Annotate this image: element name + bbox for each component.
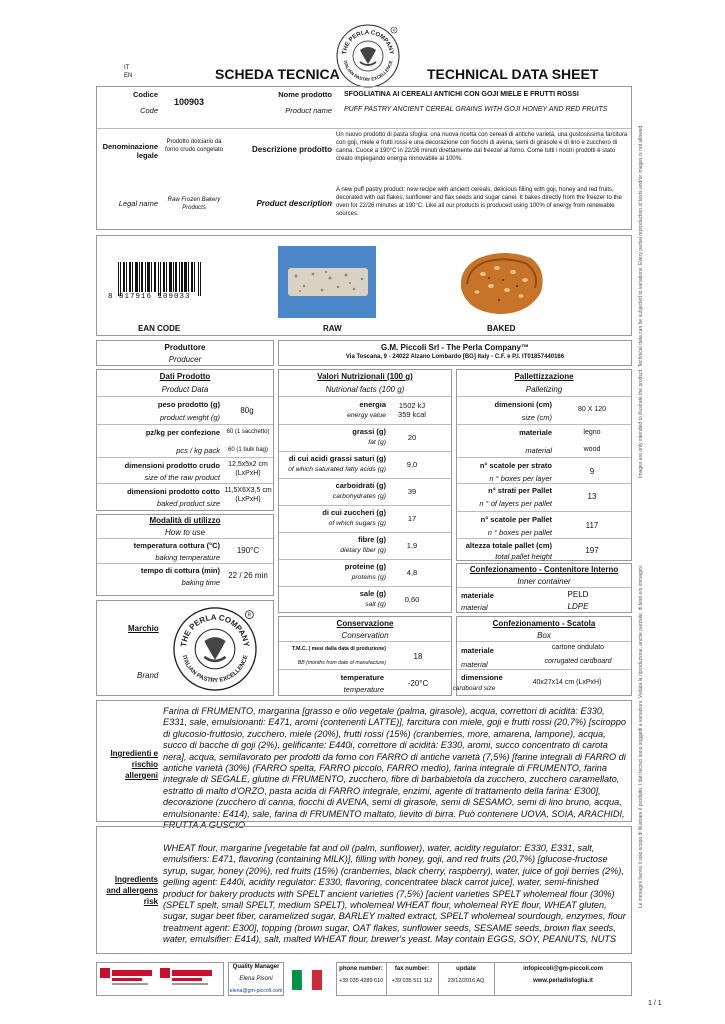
pallet-size-value: 80 X 120 bbox=[577, 406, 607, 413]
nutrition-label-en: of which saturated fatty acids (g) bbox=[288, 466, 386, 473]
tmc-label: T.M.C. ( mesi dalla data di produzione) bbox=[292, 646, 386, 652]
baking-time-value: 22 / 26 min bbox=[228, 571, 268, 580]
producer-label-en: Producer bbox=[168, 355, 202, 364]
pallet-size-label-en: size (cm) bbox=[521, 413, 552, 422]
legal-name-label: Legal name bbox=[118, 199, 158, 208]
barcode-digits: 8 017916 109033 bbox=[108, 293, 191, 301]
code-value: 100903 bbox=[174, 97, 205, 107]
nutrition-label: sale (g) bbox=[359, 589, 386, 598]
tmc-label-en: BB (months from date of manufacture) bbox=[297, 660, 386, 666]
product-data-title: Dati Prodotto bbox=[159, 372, 211, 381]
pack-value-en: 60 (1 bulk bag) bbox=[227, 447, 269, 453]
pallet-size-label: dimensioni (cm) bbox=[494, 400, 552, 409]
ingredients-en-text: WHEAT flour, margarine [vegetable fat and oil (palm, sunflower), water, acidity regulator: E330, E331, salt, emulsifiers: E471, flavoring (containing MILK)], filling with honey, goji, and red fruits (20,7%) [glucose-fructose syrup, sugar, honey (20%), red fruits (15%) (cranberries, black cherry, raspberry), water, juice of goji berries (2%), gelling agent: E440i, acidity regulator: E330, flavoring, concentratee black carrot juice], water, semi-finished product for bakery products with SPELT ancient varieties (7,5%) [acient varieties SPELT wholemeal flour (30%) (SPELT spelt, small SPELT, medium SPELT), wholemeal WHEAT flour, wholemeal RYE flour, WHEAT gluten, sugar, sugar beet fiber, caramelized sugar, BARLEY malted extract, SPELT wholemeal sourdough, enzymes, flour treatment agent: E300], topping (brown sugar, OAT flakes, sunflower seeds, SESAME seeds, brown flax seeds, water, emulsifier: E414), salt, malted WHEAT flour, brewer's yeast. May contain EGGS, SOY, PEANUTS, NUTS bbox=[163, 843, 626, 945]
nutrition-label-en: energy value bbox=[347, 412, 386, 419]
pack-label: pz/kg per confezione bbox=[145, 428, 220, 437]
inner-pack-title-en: Inner container bbox=[517, 577, 571, 586]
nutrition-value: 17 bbox=[407, 514, 417, 523]
box-size-label: dimensione bbox=[461, 673, 503, 682]
description-label: Descrizione prodotto bbox=[251, 145, 332, 154]
baked-size-label: dimensioni prodotto cotto bbox=[127, 487, 220, 496]
svg-text:ITALIAN PASTRY EXCELLENCE: ITALIAN PASTRY EXCELLENCE bbox=[342, 59, 394, 83]
raw-size-label-en: size of the raw product bbox=[144, 473, 220, 482]
side-note-it: Le immagini hanno il solo scopo di illustrare il prodotto. I dati tecnici sono soggetti a variazioni. Vietata la riproduzione, anche parziale, di testi e/o immagini. bbox=[638, 564, 644, 908]
brand-label-en: Brand bbox=[137, 671, 159, 680]
nutrition-value: 0,60 bbox=[404, 595, 420, 604]
nutrition-label-en: carbohydrates (g) bbox=[332, 493, 386, 500]
nutrition-label-en: proteins (g) bbox=[351, 574, 386, 581]
box-size-label-en: cardboard size bbox=[452, 685, 496, 692]
baking-time-label: tempo di cottura (min) bbox=[140, 566, 220, 575]
product-name-it: SFOGLIATINA AI CEREALI ANTICHI CON GOJI MIELE E FRUTTI ROSSI bbox=[344, 91, 579, 98]
nutrition-label: di cui zuccheri (g) bbox=[322, 508, 386, 517]
denomination-value: Prodotto dolciario da forno crudo congelato bbox=[164, 139, 224, 153]
ean-label: EAN CODE bbox=[138, 324, 181, 333]
baking-temp-label-en: baking temperature bbox=[155, 553, 220, 562]
inner-material-label: materiale bbox=[461, 591, 494, 600]
title-en: TECHNICAL DATA SHEET bbox=[427, 66, 599, 82]
brand-label: Marchio bbox=[128, 624, 159, 633]
inner-material-value-it: PELD bbox=[567, 590, 589, 599]
code-label: Codice bbox=[132, 90, 158, 99]
baked-product-image bbox=[455, 244, 547, 320]
ingredients-it-text: Farina di FRUMENTO, margarina [grasso e olio vegetale (palma, girasole), acqua, correttori di acidità: E330, E331, sale, emulsionanti: E471, aromi (contenenti LATTE)], farcitura con miele, goji e frutti rossi (20,7%) [sciroppo di glucosio-fruttosio, zucchero, miele (20%), frutti rossi (15%) (cranberries, more, amarena, lampone), acqua, succo di bacche di goji (2%), gelificante: E440i, correttore di acidità: E330, aromi, succo concentrato di carota nera], acqua, semilavorato per prodotti da forno con FARRO di antiche varietà (7,5%) [farine integrali di FARRO di antiche varietà (30%) (FARRO spelta, FARRO piccolo, FARRO medio), farina integrale di FRUMENTO, farina integrale di SEGALE, glutine di FRUMENTO, zucchero, fibre di barbabietola da zucchero, zucchero caramellato, estratto di malto d'ORZO, pasta acida di FARRO integrale, enzimi, agente di trattamento della farina: E300], decorazione (zucchero di canna, fiocchi di AVENA, semi di girasole, semi di SESAMO, semi di lino bruno, acqua, emulsionante: E414), sale, farina di FRUMENTO maltato, lievito di birra. Può contenere UOVA, SOIA, ARACHIDI, FRUTTA A GUSCIO bbox=[163, 706, 626, 831]
boxes-layer-label-en: n ° boxes per layer bbox=[489, 474, 552, 483]
title-it: SCHEDA TECNICA bbox=[215, 66, 340, 82]
pallet-material-label: materiale bbox=[519, 428, 552, 437]
box-material-label: materiale bbox=[461, 646, 494, 655]
nutrition-value: 9,0 bbox=[406, 460, 418, 469]
box-material-value-it: cartone ondulato bbox=[551, 644, 605, 651]
pallet-height-label: altezza totale pallet (cm) bbox=[465, 541, 552, 550]
weight-value: 80g bbox=[240, 406, 254, 415]
qm-label: Quality Manager bbox=[232, 964, 280, 970]
usage-title: Modalità di utilizzo bbox=[149, 516, 221, 525]
svg-text:THE PERLA COMPANY: THE PERLA COMPANY bbox=[342, 29, 395, 55]
update-value: 23/12/2016 AQ bbox=[447, 978, 485, 984]
layers-label: n° strati per Pallet bbox=[488, 486, 552, 495]
nutrition-value: 1502 kJ bbox=[398, 401, 426, 410]
nutrition-value: 1,9 bbox=[406, 541, 418, 550]
weight-label-en: product weight (g) bbox=[159, 413, 220, 422]
nutrition-label: fibre (g) bbox=[358, 535, 386, 544]
palletizing-title: Pallettizzazione bbox=[514, 372, 574, 381]
certification-logo-iso bbox=[100, 968, 156, 990]
pallet-height-label-en: total pallet height bbox=[495, 552, 552, 561]
legal-name-value: Raw Frozen Bakery Products bbox=[167, 197, 221, 211]
nutrition-label: carboidrati (g) bbox=[335, 481, 386, 490]
nutrition-value-kcal: 359 kcal bbox=[398, 410, 426, 419]
code-label-en: Code bbox=[140, 106, 158, 115]
ingredients-en-label: Ingredients and allergens risk bbox=[106, 875, 158, 906]
name-label-en: Product name bbox=[285, 106, 332, 115]
conservation-title: Conservazione bbox=[336, 619, 394, 628]
nutrition-title: Valori Nutrizionali (100 g) bbox=[317, 372, 413, 381]
raw-size-value: 12,5x5x2 cm bbox=[228, 461, 268, 468]
info-email[interactable]: infopiccoli@gm-piccoli.com bbox=[523, 966, 603, 972]
phone-label: phone number: bbox=[339, 966, 383, 972]
page-number: 1 / 1 bbox=[648, 1000, 662, 1007]
svg-text:R: R bbox=[392, 27, 396, 33]
certification-logo-brc bbox=[160, 968, 216, 990]
qm-email[interactable]: elena@gm-piccoli.com bbox=[229, 988, 283, 994]
product-name-en: PUFF PASTRY ANCIENT CEREAL GRAINS WITH GOJI HONEY AND RED FRUITS bbox=[344, 106, 608, 113]
conservation-title-en: Conservation bbox=[341, 631, 389, 640]
raw-size-unit: (LxPxH) bbox=[235, 470, 261, 477]
nutrition-value: 4,8 bbox=[406, 568, 418, 577]
storage-temp-value: -20°C bbox=[407, 679, 429, 688]
baking-time-label-en: baking time bbox=[181, 578, 220, 587]
baking-temp-label: temperatura cottura (°C) bbox=[133, 541, 220, 550]
box-pack-title: Confezionamento - Scatola bbox=[492, 619, 596, 628]
lang-it: IT bbox=[124, 65, 130, 71]
usage-title-en: How to use bbox=[164, 528, 206, 537]
baked-size-label-en: baked product size bbox=[157, 499, 220, 508]
nutrition-value: 39 bbox=[407, 487, 417, 496]
baked-size-unit: (LxPxH) bbox=[235, 496, 261, 503]
brand-logo bbox=[170, 604, 260, 694]
nutrition-label: energia bbox=[359, 400, 386, 409]
nutrition-title-en: Nutrional facts (100 g) bbox=[325, 385, 405, 394]
nutrition-label-en: of which sugars (g) bbox=[328, 520, 386, 527]
boxes-pallet-label-en: n ° boxes per pallet bbox=[487, 528, 552, 537]
nutrition-label-en: fat (g) bbox=[368, 439, 386, 446]
side-note-en: Images are only intended to illustrate the product. Technical data can be subjected to variations. Every partial reproduction of texts and/or images is not allowed. bbox=[638, 124, 644, 478]
italy-flag-icon bbox=[292, 970, 322, 990]
pallet-material-label-en: material bbox=[525, 446, 552, 455]
fax-value: +39 035 511 112 bbox=[391, 978, 433, 984]
baking-temp-value: 190°C bbox=[236, 546, 260, 555]
phone-value: +39 035 4289 610 bbox=[338, 978, 384, 984]
baked-label: BAKED bbox=[487, 324, 516, 333]
layers-label-en: n ° of layers per pallet bbox=[479, 499, 552, 508]
svg-text:ITALIAN PASTRY EXCELLENCE: ITALIAN PASTRY EXCELLENCE bbox=[180, 654, 250, 685]
boxes-layer-label: n° scatole per strato bbox=[479, 461, 552, 470]
update-label: update bbox=[456, 966, 476, 972]
website-link[interactable]: www.perladisfoglia.it bbox=[533, 978, 593, 984]
inner-material-value-en: LDPE bbox=[567, 602, 589, 611]
description-it: Un nuovo prodotto di pasta sfoglia: una nuova ricetta con cereali di antiche varietà, una gustosissima farcitura con goji, miele e frutti rossi e una decorazione con fiocchi di avena, semi di girasole e di lino e zucchero di canna. Cuoce a 190°C in 22/26 minuti direttamente dal freezer al forno. Come tutti i nostri prodotti è stato creato impiegando energia rinnovabile al 100%. bbox=[336, 132, 628, 162]
boxes-layer-value: 9 bbox=[589, 467, 595, 476]
nutrition-label-en: salt (g) bbox=[365, 601, 386, 608]
storage-temp-label-en: temperature bbox=[343, 685, 384, 694]
name-label: Nome prodotto bbox=[278, 90, 332, 99]
description-label-en: Product description bbox=[256, 199, 332, 208]
palletizing-title-en: Palletizing bbox=[525, 385, 563, 394]
nutrition-label: grassi (g) bbox=[352, 427, 386, 436]
nutrition-value: 20 bbox=[407, 433, 417, 442]
raw-size-label: dimensioni prodotto crudo bbox=[124, 461, 220, 470]
denomination-label: Denominazione legale bbox=[102, 142, 158, 160]
box-size-value: 40x27x14 cm (LxPxH) bbox=[532, 679, 602, 686]
producer-name: G.M. Piccoli Srl - The Perla Company™ bbox=[380, 343, 530, 352]
layers-value: 13 bbox=[587, 492, 597, 501]
company-logo bbox=[334, 22, 402, 90]
pallet-height-value: 197 bbox=[585, 546, 599, 555]
nutrition-label-en: dietary fiber (g) bbox=[340, 547, 386, 554]
raw-product-image bbox=[278, 246, 376, 318]
pack-value-it: 60 (1 sacchetto) bbox=[226, 429, 270, 435]
pack-label-en: pcs / kg pack bbox=[176, 446, 220, 455]
qm-name: Elena Pisoni bbox=[239, 976, 273, 982]
product-data-title-en: Product Data bbox=[161, 385, 209, 394]
baked-size-value: 11,5X6X3,5 cm bbox=[224, 487, 272, 494]
storage-temp-label: temperature bbox=[340, 673, 384, 682]
inner-pack-title: Confezionamento - Contenitore Interno bbox=[469, 565, 619, 574]
tmc-value: 18 bbox=[413, 652, 423, 661]
box-pack-title-en: Box bbox=[537, 631, 551, 640]
inner-material-label-en: material bbox=[461, 603, 488, 612]
svg-text:R: R bbox=[247, 612, 252, 619]
description-en: A new puff pastry product: new recipe with ancient cereals, delicious filling with goji, honey and red fruits, decorated with oat flakes, sunflower and flax seeds and sugar canei. It bakes directly from the freezer to the oven for 22/26 minutes at 190°C. Like all our products is produced using 100% of energy from renewable sources. bbox=[336, 187, 622, 217]
lang-en: EN bbox=[124, 73, 133, 79]
pallet-material-value-it: legno bbox=[583, 429, 601, 436]
raw-label: RAW bbox=[323, 324, 342, 333]
producer-label: Produttore bbox=[164, 343, 206, 352]
box-material-value-en: corrugated cardboard bbox=[544, 658, 612, 665]
fax-label: fax number: bbox=[394, 966, 430, 972]
ingredients-it-label: Ingredienti e rischio allergeni bbox=[110, 749, 158, 780]
svg-text:THE PERLA COMPANY: THE PERLA COMPANY bbox=[178, 612, 252, 648]
weight-label: peso prodotto (g) bbox=[157, 400, 220, 409]
nutrition-label: proteine (g) bbox=[344, 562, 386, 571]
producer-address: Via Toscana, 9 - 24022 Alzano Lombardo [BG] Italy - C.F. e P.I. IT01857440166 bbox=[345, 354, 565, 360]
boxes-pallet-label: n° scatole per Pallet bbox=[480, 515, 552, 524]
nutrition-label: di cui acidi grassi saturi (g) bbox=[288, 454, 386, 463]
pallet-material-value-en: wood bbox=[583, 446, 601, 453]
box-material-label-en: material bbox=[461, 660, 488, 669]
boxes-pallet-value: 117 bbox=[585, 521, 599, 530]
